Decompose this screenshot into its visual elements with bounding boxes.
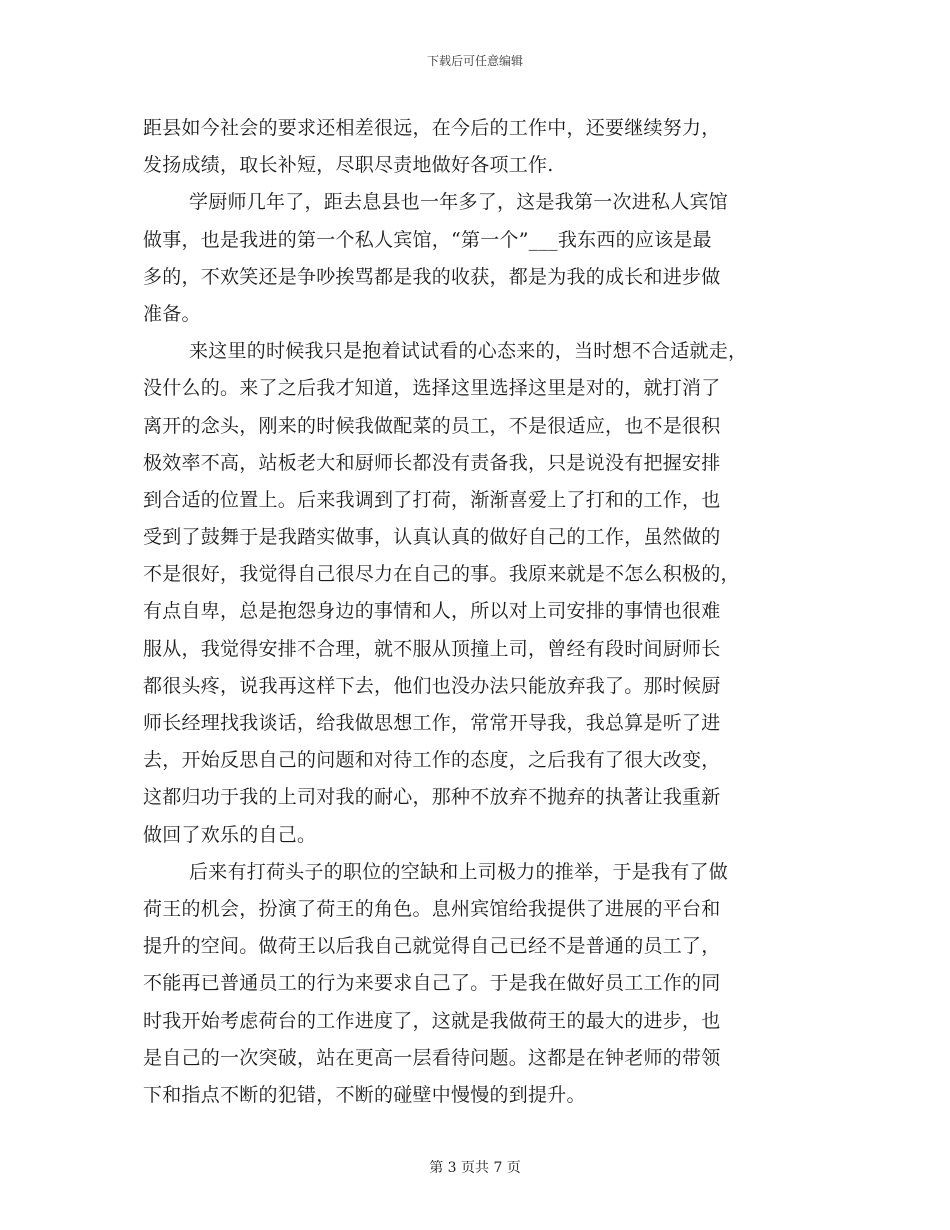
page-number: 第 3 页共 7 页 — [429, 1160, 521, 1176]
document-body — [143, 110, 809, 1114]
text-line: 都很头疼，说我再这样下去，他们也没办法只能放弃我了。那时候厨 — [143, 674, 721, 697]
text-line: 荷王的机会，扮演了荷王的角色。息州宾馆给我提供了进展的平台和 — [143, 897, 721, 920]
text-line: 离开的念头，刚来的时候我做配菜的员工，不是很适应，也不是很积 — [143, 414, 721, 437]
text-line: 做回了欢乐的自己。 — [143, 823, 317, 846]
text-line: 多的，不欢笑还是争吵挨骂都是我的收获，都是为我的成长和进步做 — [143, 265, 721, 288]
text-line: 这都归功于我的上司对我的耐心，那种不放弃不抛弃的执著让我重新 — [143, 786, 721, 809]
text-line: 师长经理找我谈话，给我做思想工作，常常开导我，我总算是听了进 — [143, 712, 721, 734]
paragraph-first-line: 学厨师几年了，距去息县也一年多了，这是我第一次进私人宾馆 — [189, 191, 729, 214]
text-line: 是自己的一次突破，站在更高一层看待问题。这都是在钟老师的带领 — [143, 1046, 721, 1069]
text-line: 提升的空间。做荷王以后我自己就觉得自己已经不是普通的员工了， — [143, 935, 721, 958]
text-line: 服从，我觉得安排不合理，就不服从顶撞上司，曾经有段时间厨师长 — [143, 637, 721, 660]
text-line: 去，开始反思自己的问题和对待工作的态度，之后我有了很大改变， — [143, 749, 721, 772]
text-line: 准备。 — [143, 302, 201, 325]
text-line: 受到了鼓舞于是我踏实做事，认真认真的做好自己的工作，虽然做的 — [143, 526, 721, 549]
text-line: 不能再已普通员工的行为来要求自己了。于是我在做好员工工作的同 — [143, 972, 721, 995]
text-line: 有点自卑，总是抱怨身边的事情和人，所以对上司安排的事情也很难 — [143, 600, 721, 623]
text-line: 距县如今社会的要求还相差很远，在今后的工作中，还要继续努力， — [143, 117, 721, 139]
text-line: 发扬成绩，取长补短，尽职尽责地做好各项工作. — [143, 154, 554, 177]
text-line: 不是很好，我觉得自己很尽力在自己的事。我原来就是不怎么积极的， — [143, 563, 740, 586]
text-line: 没什么的。来了之后我才知道，选择这里选择这里是对的，就打消了 — [143, 377, 721, 400]
text-line: 时我开始考虑荷台的工作进度了，这就是我做荷王的最大的进步，也 — [143, 1009, 721, 1032]
text-line: 下和指点不断的犯错，不断的碰壁中慢慢的到提升。 — [143, 1083, 586, 1106]
text-line: 到合适的位置上。后来我调到了打荷，渐渐喜爱上了打和的工作，也 — [143, 488, 721, 511]
page-header-note: 下载后可任意编辑 — [426, 54, 523, 68]
text-line: 做事，也是我进的第一个私人宾馆，“第一个”___我东西的应该是最 — [143, 228, 712, 251]
paragraph-first-line: 后来有打荷头子的职位的空缺和上司极力的推举，于是我有了做 — [189, 860, 729, 883]
paragraph-first-line: 来这里的时候我只是抱着试试看的心态来的，当时想不合适就走， — [189, 340, 748, 363]
text-line: 极效率不高，站板老大和厨师长都没有责备我，只是说没有把握安排 — [143, 451, 721, 474]
